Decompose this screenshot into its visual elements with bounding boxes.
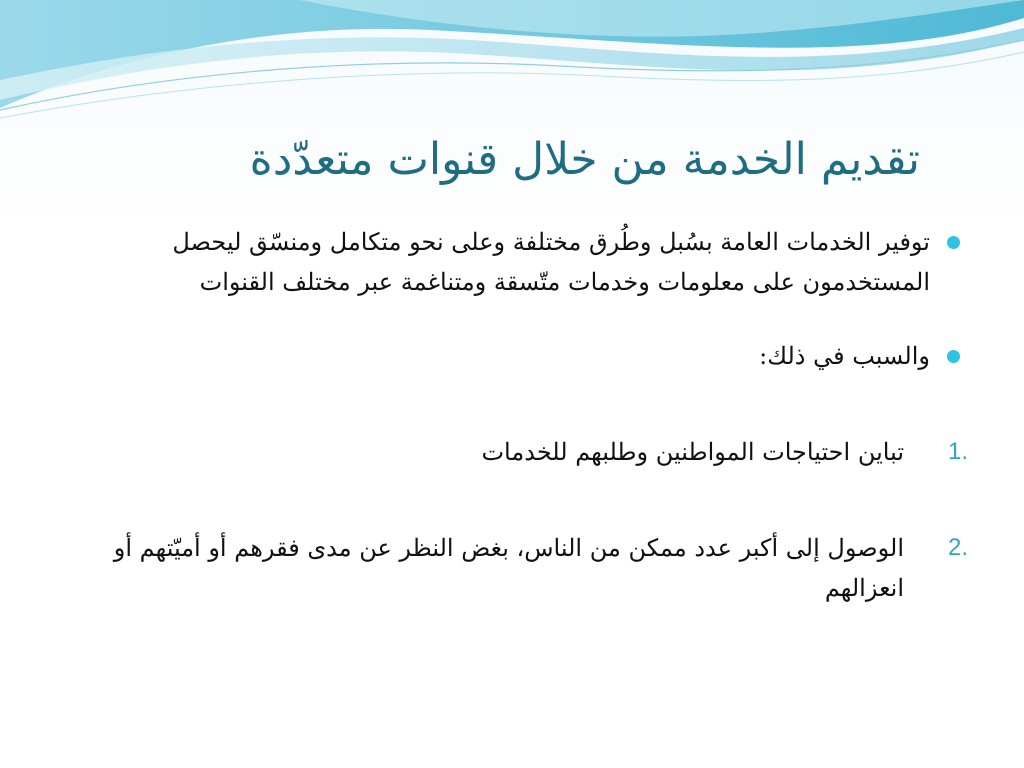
bullet-text: توفير الخدمات العامة بسُبل وطُرق مختلفة وعلى نحو متكامل ومنسّق ليحصل المستخدمون على معلومات وخدمات متّسقة ومتناغمة عبر مختلف القنوات (172, 228, 930, 296)
bullet-text: والسبب في ذلك: (759, 342, 930, 370)
list-number: 2. (947, 534, 968, 561)
bullet-dot-icon (947, 350, 960, 363)
bullet-item (70, 222, 964, 302)
numbered-text: الوصول إلى أكبر عدد ممكن من الناس، بغض النظر عن مدى فقرهم أو أميّتهم أو انعزالهم (113, 534, 904, 602)
bullet-item (70, 336, 964, 376)
numbered-item (70, 432, 968, 472)
numbered-text: تباين احتياجات المواطنين وطلبهم للخدمات (481, 438, 904, 466)
bullet-dot-icon (947, 236, 960, 249)
slide-body (70, 222, 968, 608)
numbered-item (70, 528, 968, 608)
list-number: 1. (947, 438, 968, 465)
slide-title: تقديم الخدمة من خلال قنوات متعدّدة (249, 134, 920, 185)
decorative-wave-header (0, 0, 1024, 130)
